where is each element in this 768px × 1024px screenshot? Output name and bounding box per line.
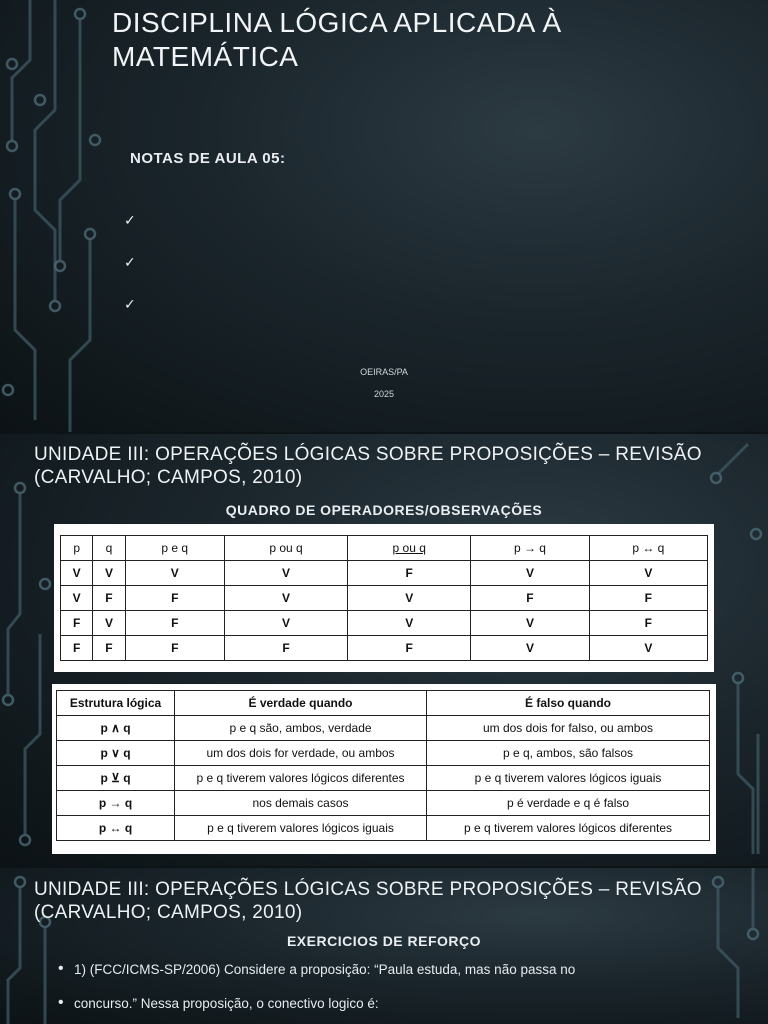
truth-table-cell: F bbox=[61, 611, 93, 636]
structure-table-cell: p é verdade e q é falso bbox=[427, 791, 710, 816]
structure-table-cell: p e q tiverem valores lógicos iguais bbox=[427, 766, 710, 791]
exercise-list bbox=[58, 962, 575, 1024]
structure-table-cell: p e q, ambos, são falsos bbox=[427, 741, 710, 766]
structure-table-cell: nos demais casos bbox=[175, 791, 427, 816]
truth-table-cell: V bbox=[93, 561, 125, 586]
circuit-decoration-left bbox=[0, 434, 60, 866]
truth-table-cell: V bbox=[93, 611, 125, 636]
structure-table-header: É verdade quando bbox=[175, 691, 427, 716]
truth-table-cell: F bbox=[125, 586, 224, 611]
location-label: OEIRAS/PA bbox=[360, 367, 408, 377]
structure-table-cell: p ↔ q bbox=[57, 816, 175, 841]
structure-table-cell: p e q tiverem valores lógicos iguais bbox=[175, 816, 427, 841]
operators-heading: QUADRO DE OPERADORES/OBSERVAÇÕES bbox=[225, 502, 543, 518]
truth-table-cell: F bbox=[224, 636, 347, 661]
checkmark-icon: ✓ bbox=[124, 254, 136, 270]
checkmark-icon: ✓ bbox=[124, 212, 136, 228]
structure-table-header: É falso quando bbox=[427, 691, 710, 716]
circuit-decoration-right bbox=[708, 434, 768, 866]
lecture-notes-subtitle: NOTAS DE AULA 05: bbox=[130, 150, 286, 167]
structure-table-cell: p e q são, ambos, verdade bbox=[175, 716, 427, 741]
truth-table-cell: V bbox=[61, 561, 93, 586]
logic-structure-table bbox=[56, 690, 710, 841]
logic-structure-table-image bbox=[52, 684, 716, 854]
truth-table-cell: F bbox=[589, 611, 707, 636]
list-item: • 1) (FCC/ICMS-SP/2006) Considere a proposição: “Paula estuda, mas não passa no bbox=[58, 962, 575, 996]
structure-table-cell: p → q bbox=[57, 791, 175, 816]
structure-table-cell: p ∨ q bbox=[57, 741, 175, 766]
truth-table-header: q bbox=[93, 536, 125, 561]
truth-table-cell: V bbox=[589, 561, 707, 586]
truth-table-cell: V bbox=[589, 636, 707, 661]
truth-table-cell: V bbox=[224, 586, 347, 611]
slide-3 bbox=[0, 868, 768, 1024]
truth-table-cell: F bbox=[61, 636, 93, 661]
truth-table-header: p ou q bbox=[224, 536, 347, 561]
checkmark-icon: ✓ bbox=[124, 296, 136, 312]
truth-table-cell: V bbox=[471, 611, 589, 636]
structure-table-cell: p e q tiverem valores lógicos diferentes bbox=[427, 816, 710, 841]
truth-table-cell: V bbox=[224, 611, 347, 636]
unit-title: UNIDADE III: OPERAÇÕES LÓGICAS SOBRE PROPOSIÇÕES – REVISÃO (CARVALHO; CAMPOS, 2010) bbox=[34, 879, 702, 923]
truth-table-cell: V bbox=[125, 561, 224, 586]
structure-table-header: Estrutura lógica bbox=[57, 691, 175, 716]
truth-table-cell: V bbox=[471, 561, 589, 586]
unit-title: UNIDADE III: OPERAÇÕES LÓGICAS SOBRE PROPOSIÇÕES – REVISÃO (CARVALHO; CAMPOS, 2010) bbox=[34, 444, 702, 488]
truth-table-cell: F bbox=[589, 586, 707, 611]
truth-table bbox=[60, 535, 708, 661]
slide-1 bbox=[0, 0, 768, 432]
truth-table-cell: V bbox=[348, 586, 471, 611]
structure-table-cell: p ∧ q bbox=[57, 716, 175, 741]
presentation-title: DISCIPLINA LÓGICA APLICADA À MATEMÁTICA bbox=[112, 7, 562, 72]
structure-table-cell: um dos dois for verdade, ou ambos bbox=[175, 741, 427, 766]
truth-table-cell: V bbox=[348, 611, 471, 636]
truth-table-cell: V bbox=[471, 636, 589, 661]
truth-table-cell: V bbox=[61, 586, 93, 611]
truth-table-cell: F bbox=[348, 636, 471, 661]
checkmark-list bbox=[124, 212, 136, 338]
truth-table-cell: F bbox=[471, 586, 589, 611]
slide-2 bbox=[0, 434, 768, 866]
truth-table-cell: V bbox=[224, 561, 347, 586]
year-label: 2025 bbox=[373, 389, 395, 399]
truth-table-image bbox=[54, 524, 714, 672]
truth-table-cell: F bbox=[125, 611, 224, 636]
truth-table-cell: F bbox=[93, 586, 125, 611]
truth-table-header: p e q bbox=[125, 536, 224, 561]
exercises-heading: EXERCICIOS DE REFORÇO bbox=[286, 933, 482, 949]
list-item: • concurso.” Nessa proposição, o conectivo logico é: bbox=[58, 996, 575, 1024]
truth-table-header: p bbox=[61, 536, 93, 561]
structure-table-cell: p ⊻ q bbox=[57, 766, 175, 791]
structure-table-cell: p e q tiverem valores lógicos diferentes bbox=[175, 766, 427, 791]
truth-table-cell: F bbox=[125, 636, 224, 661]
structure-table-cell: um dos dois for falso, ou ambos bbox=[427, 716, 710, 741]
truth-table-header: p → q bbox=[471, 536, 589, 561]
truth-table-cell: F bbox=[348, 561, 471, 586]
truth-table-cell: F bbox=[93, 636, 125, 661]
truth-table-header: p ↔ q bbox=[589, 536, 707, 561]
truth-table-header: p ou q bbox=[348, 536, 471, 561]
